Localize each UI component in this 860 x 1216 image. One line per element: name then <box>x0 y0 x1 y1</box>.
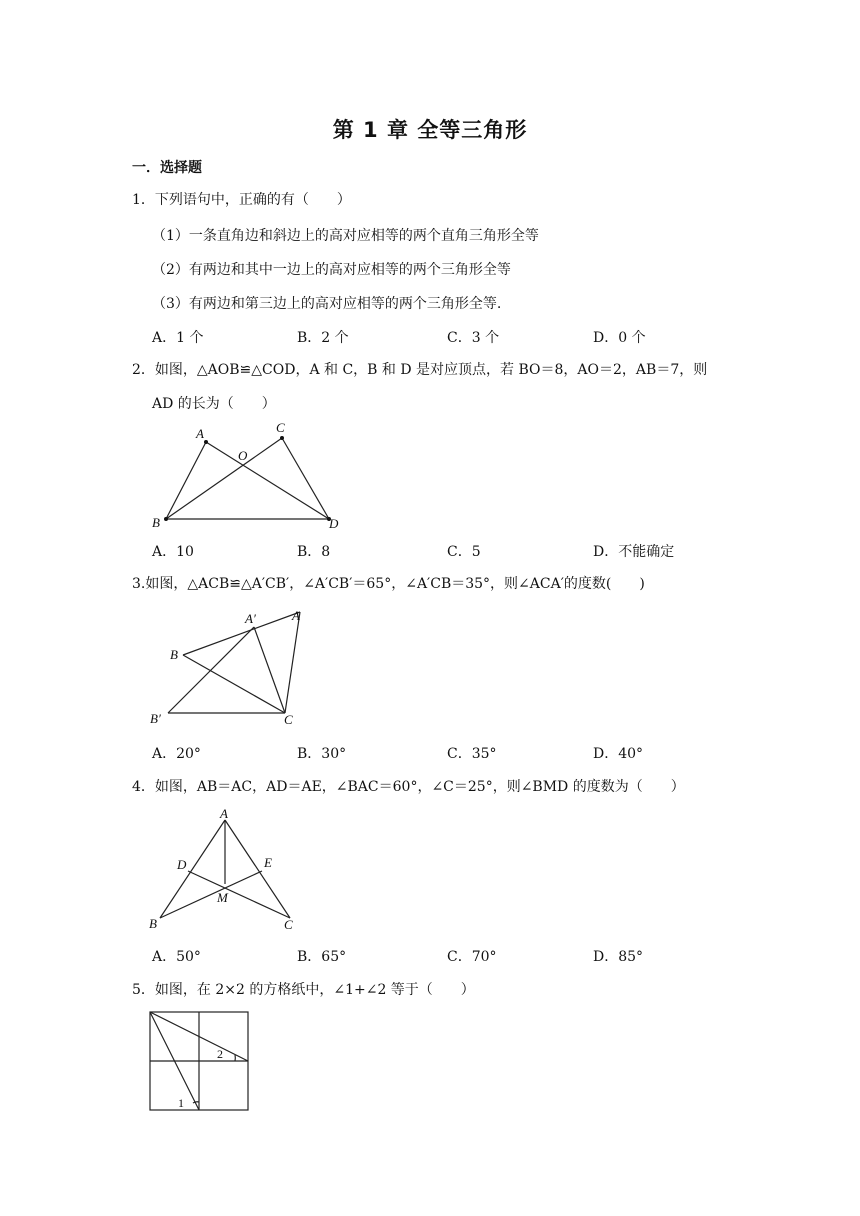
label-b: B <box>149 916 157 931</box>
segment-ad <box>206 442 329 519</box>
label-m: M <box>217 890 228 905</box>
question-2-option-c: C．5 <box>447 544 481 560</box>
question-4-option-a: A．50° <box>152 949 201 965</box>
question-3-stem: 3.如图，△ACB≌△A′CB′，∠A′CB′＝65°，∠A′CB＝35°，则∠ACA′的度数( ) <box>132 576 645 592</box>
question-1-statement-2: （2）有两边和其中一边上的高对应相等的两个三角形全等 <box>152 262 511 278</box>
question-2-stem-cont: AD 的长为（ ） <box>152 396 276 412</box>
question-1-option-c: C．3 个 <box>447 330 500 346</box>
label-e: E <box>264 855 272 870</box>
label-angle-1: 1 <box>178 1096 184 1110</box>
question-4-option-b: B．65° <box>297 949 347 965</box>
label-b-prime: B′ <box>150 711 161 726</box>
label-o: O <box>238 448 248 463</box>
label-angle-2: 2 <box>217 1047 223 1061</box>
question-3-option-a: A．20° <box>152 746 201 762</box>
question-4-figure <box>140 806 310 934</box>
question-4-option-c: C．70° <box>447 949 497 965</box>
question-1-statement-1: （1）一条直角边和斜边上的高对应相等的两个直角三角形全等 <box>152 228 539 244</box>
label-c: C <box>284 712 293 727</box>
question-4-stem: 4．如图，AB＝AC，AD＝AE，∠BAC＝60°，∠C＝25°，则∠BMD 的度数为（ ） <box>132 779 685 795</box>
question-1-stem: 1．下列语句中，正确的有（ ） <box>132 192 351 208</box>
question-2-stem: 2．如图，△AOB≌△COD，A 和 C，B 和 D 是对应顶点，若 BO＝8，AO＝2，AB＝7，则 <box>132 362 708 378</box>
page-title: 第 1 章 全等三角形 <box>332 118 528 142</box>
question-3-option-b: B．30° <box>297 746 347 762</box>
question-2-option-d: D．不能确定 <box>593 544 675 560</box>
label-c: C <box>276 420 285 435</box>
question-3-figure <box>140 604 320 728</box>
label-c: C <box>284 917 293 932</box>
question-1-statement-3: （3）有两边和第三边上的高对应相等的两个三角形全等. <box>152 296 502 312</box>
segment-ba <box>183 612 300 655</box>
segment-cd <box>282 438 329 519</box>
question-2-figure <box>140 418 350 536</box>
label-b: B <box>170 647 178 662</box>
question-5-stem: 5．如图，在 2×2 的方格纸中，∠1+∠2 等于（ ） <box>132 982 475 998</box>
segment-bc <box>183 655 285 713</box>
question-1-option-d: D．0 个 <box>593 330 646 346</box>
question-5-figure <box>144 1006 256 1118</box>
label-d: D <box>329 516 339 531</box>
question-4-option-d: D．85° <box>593 949 644 965</box>
question-1-option-b: B．2 个 <box>297 330 349 346</box>
label-a: A <box>292 608 300 623</box>
segment-b-prime-a-prime <box>168 627 254 713</box>
question-2-option-b: B．8 <box>297 544 331 560</box>
segment-a-prime-c <box>254 627 285 713</box>
label-d: D <box>177 857 187 872</box>
label-a-prime: A′ <box>245 611 256 626</box>
segment-ba <box>166 442 206 519</box>
segment-ac <box>285 612 300 713</box>
label-a: A <box>196 426 204 441</box>
question-3-option-c: C．35° <box>447 746 497 762</box>
section-heading: 一．选择题 <box>132 160 202 176</box>
question-2-option-a: A．10 <box>152 544 194 560</box>
question-3-option-d: D．40° <box>593 746 644 762</box>
question-1-option-a: A．1 个 <box>152 330 204 346</box>
label-b: B <box>152 515 160 530</box>
label-a: A <box>220 806 228 821</box>
